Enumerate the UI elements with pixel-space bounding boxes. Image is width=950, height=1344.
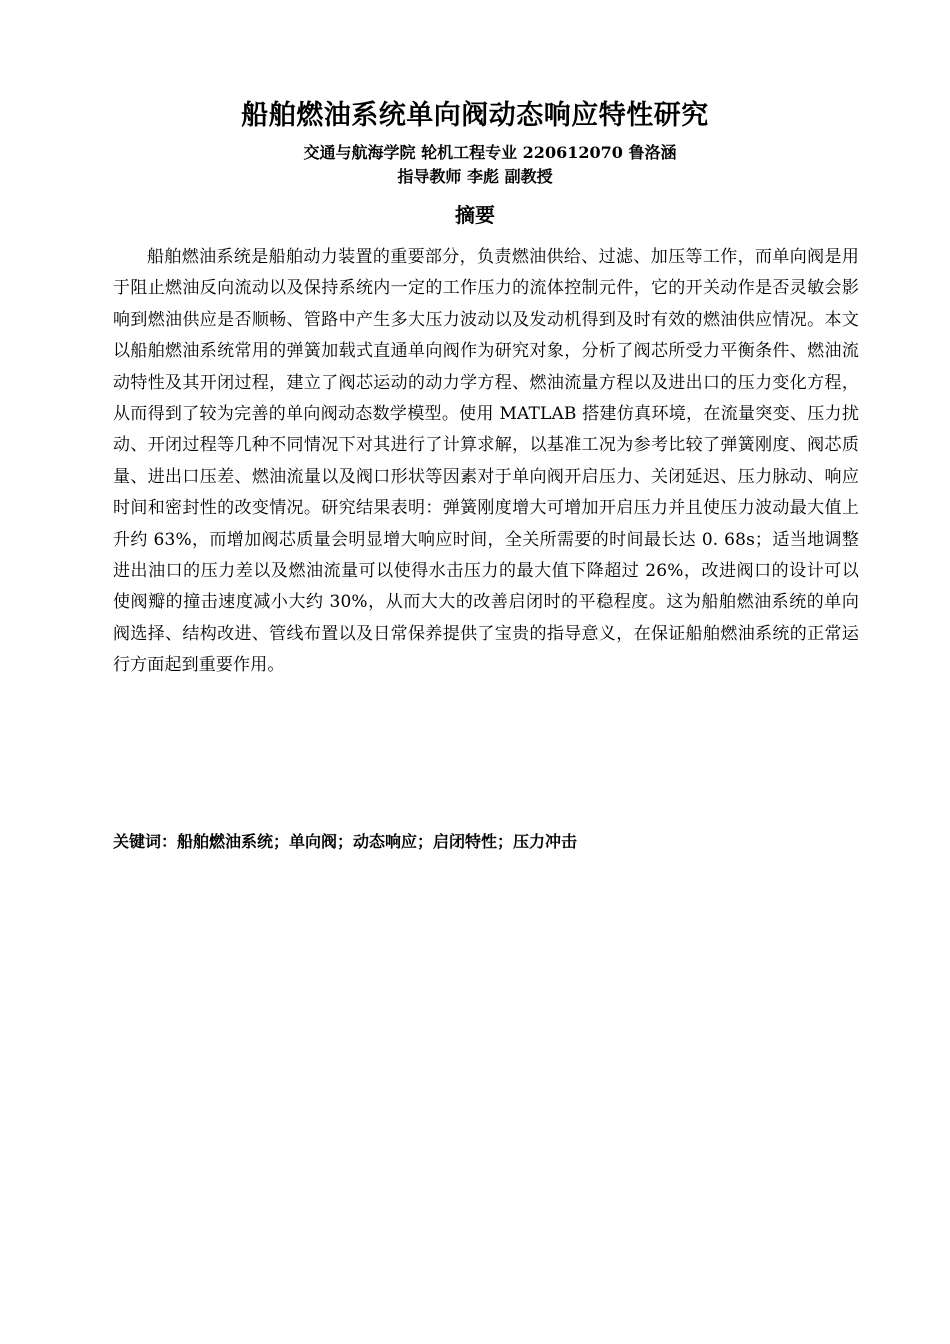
author-info: 交通与航海学院 轮机工程专业 220612070 鲁洛涵 xyxy=(303,143,677,162)
abstract-heading: 摘要 xyxy=(455,203,495,227)
abstract-body: 船舶燃油系统是船舶动力装置的重要部分，负责燃油供给、过滤、加压等工作，而单向阀是用于阻止燃油反向流动以及保持系统内一定的工作压力的流体控制元件，它的开关动作是否灵敏会影响到燃油供应是否顺畅、管路中产生多大压力波动以及发动机得到及时有效的燃油供应情况。本文以船舶燃油系统常用的弹簧加载式直通单向阀作为研究对象，分析了阀芯所受力平衡条件、燃油流动特性及其开闭过程，建立了阀芯运动的动力学方程、燃油流量方程以及进出口的压力变化方程，从而得到了较为完善的单向阀动态数学模型。使用 MATLAB 搭建仿真环境，在流量突变、压力扰动、开闭过程等几种不同情况下对其进行了计算求解，以基准工况为参考比较了弹簧刚度、阀芯质量、进出口压差、燃油流量以及阀口形状等因素对于单向阀开启压力、关闭延迟、压力脉动、响应时间和密封性的改变情况。研究结果表明：弹簧刚度增大可增加开启压力并且使压力波动最大值上升约 63%，而增加阀芯质量会明显增大响应时间，全关所需要的时间最长达 0. 68s；适当地调整进出油口的压力差以及燃油流量可以使得水击压力的最大值下降超过 26%，改进阀口的设计可以使阀瓣的撞击速度减小大约 30%，从而大大的改善启闭时的平稳程度。这为船舶燃油系统的单向阀选择、结构改进、管线布置以及日常保养提供了宝贵的指导意义，在保证船舶燃油系统的正常运行方面起到重要作用。 xyxy=(113,247,859,676)
advisor-info: 指导教师 李彪 副教授 xyxy=(397,167,553,186)
paper-title: 船舶燃油系统单向阀动态响应特性研究 xyxy=(241,100,709,131)
keywords-line: 关键词：船舶燃油系统；单向阀；动态响应；启闭特性；压力冲击 xyxy=(113,832,578,851)
